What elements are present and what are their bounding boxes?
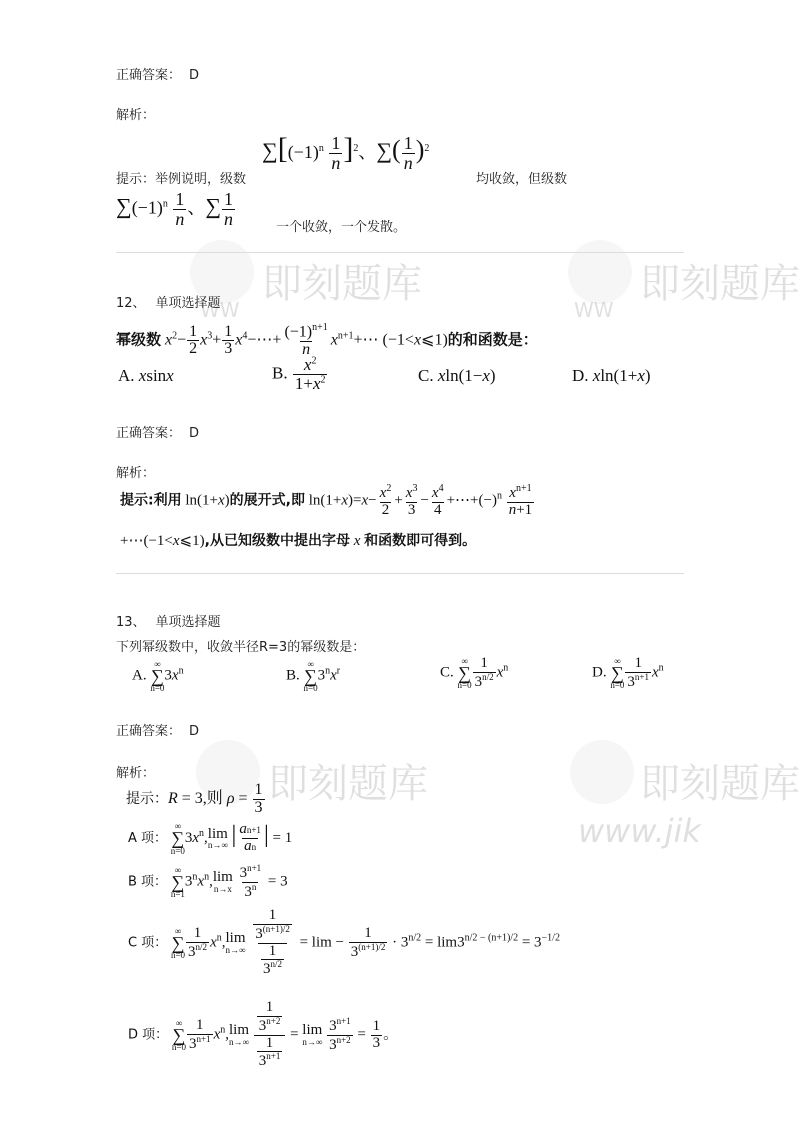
item-label: A 项： (128, 831, 168, 846)
watermark-url: www.jik (578, 812, 701, 850)
question-type: 单项选择题 (155, 615, 221, 630)
answer-label: 正确答案： (116, 426, 182, 441)
q11-hint-text-3: 一个收敛，一个发散。 (276, 220, 407, 235)
answer-label: 正确答案： (116, 68, 182, 83)
q13-option-d[interactable]: D. ∞ ∑ n=0 $\frac{1}{3^{n+1}}$ $x^n$ (592, 655, 664, 691)
q13-item-c: C 项： ∞ ∑ n=0 $\frac{1}{3^{n/2}}$ $x^n$, lim n→∞ $\frac{\frac{1}{3^{(n+1)/2}}}{\frac{1}{3^{n/2}}}$ = lim − $\frac{1}{3^{(n+1)/2}}$ · $3^{n/2} = \lim 3^{n/2 - (n+1)/2} = 3^{-1/2}$ (128, 907, 560, 978)
q12-analysis-label: 解析： (116, 466, 156, 481)
option-letter: B. (272, 363, 288, 383)
q13-stem: 下列幂级数中，收敛半径R=3的幂级数是： (116, 640, 366, 655)
q12-header (116, 292, 221, 311)
hint-text: 的展开式,即 (229, 492, 305, 509)
watermark-logo (570, 740, 640, 810)
stem-suffix: 的和函数是： (447, 330, 538, 349)
panda-icon (568, 240, 632, 304)
watermark-text: 即刻题库 (268, 761, 428, 806)
watermark-url: WW (574, 298, 614, 322)
q12-stem: 幂级数 $x^2-$ $\frac{1}{2}$ $x^3+$ $\frac{1}{3}$ $x^4-\cdots+$ $\frac{(-1)^{n+1}}{n}$ $x^{n+1}+\cdots$ (−1<x⩽1)的和函数是： (116, 322, 538, 359)
stem-prefix: 幂级数 (116, 330, 162, 349)
divider (116, 252, 684, 253)
hint-text: ,从已知级数中提出字母 (204, 533, 350, 549)
q13-option-c[interactable]: C. ∞ ∑ n=0 $\frac{1}{3^{n/2}}$ $x^n$ (440, 655, 509, 691)
q13-hint-r: 提示：R = 3,则 ρ = $\frac{1}{3}$ (126, 781, 263, 816)
q12-option-d[interactable]: D. xln(1+x) (572, 366, 651, 385)
q12-option-a[interactable]: A. xsinx (118, 366, 174, 385)
q11-answer-line (116, 64, 199, 83)
option-letter: C. (440, 664, 454, 681)
option-letter: D. (572, 366, 589, 385)
option-letter: A. (118, 366, 135, 385)
hint-prefix: 提示： (126, 790, 168, 807)
q13-item-d: D 项： ∞ ∑ n=0 $\frac{1}{3^{n+1}}$ $x^n$, lim n→∞ $\frac{\frac{1}{3^{n+2}}}{\frac{1}{3^{n+1}}}$ = lim n→∞ $\frac{3^{n+1}}{3^{n+2}}$ = $\frac{1}{3}$ 。 (128, 999, 399, 1070)
answer-label: 正确答案： (116, 724, 182, 739)
q11-hint-text-2: 均收敛，但级数 (476, 172, 568, 187)
watermark-text: 即刻题库 (640, 261, 800, 306)
question-type: 单项选择题 (155, 296, 221, 311)
option-letter: C. (418, 366, 434, 385)
watermark-url: WW (200, 298, 240, 322)
q13-item-a: A 项： ∞ ∑ n=0 $3x^n$, lim n→∞ | $\frac{an+1}{an}$ | = 1 (128, 821, 293, 856)
q11-formula-series: $\sum[(-1)^n$ $\frac{1}{n}$ ]$^2$、∑( $\frac{1}{n}$ )$^2$ (262, 132, 430, 174)
q11-analysis-label: 解析： (116, 108, 156, 123)
item-label: C 项： (128, 935, 168, 951)
answer-value: D (189, 68, 200, 83)
divider (116, 573, 684, 574)
q13-answer-line (116, 720, 199, 739)
hint-text: 和函数即可得到。 (364, 533, 477, 549)
q13-option-a[interactable]: A. ∞ ∑ n=0 $3x^n$ (132, 659, 184, 694)
q11-hint-text-1: 提示：举例说明，级数 (116, 172, 247, 187)
hint-text: 提示:利用 (120, 492, 182, 509)
question-number: 13、 (116, 615, 146, 630)
option-letter: B. (286, 667, 300, 684)
option-letter: D. (592, 664, 607, 681)
q12-answer-line (116, 422, 199, 441)
q12-hint-line-1: 提示:利用 ln(1+x)的展开式,即 ln(1+x)=x− $\frac{x^2}{2}$ + $\frac{x^3}{3}$ − $\frac{x^4}{4}$ $+\cdots+(-)^n$ $\frac{x^{n+1}}{n+1}$ (120, 483, 533, 518)
item-label: B 项： (128, 874, 168, 890)
answer-value: D (189, 724, 200, 739)
question-number: 12、 (116, 296, 146, 311)
q12-option-c[interactable]: C. xln(1−x) (418, 366, 496, 385)
answer-value: D (189, 426, 200, 441)
q12-option-b[interactable]: B. $\frac{x^2}{1+x^2}$ (272, 355, 326, 393)
q13-option-b[interactable]: B. ∞ ∑ n=0 $3^nx^r$ (286, 659, 341, 694)
item-label: D 项： (128, 1027, 169, 1043)
watermark-text: 即刻题库 (640, 761, 800, 806)
q13-item-b: B 项： ∞ ∑ n=1 $3^nx^n$, lim n→x $\frac{3^{n+1}}{3^n}$ = 3 (128, 863, 288, 900)
q13-analysis-label: 解析： (116, 766, 156, 781)
q13-header (116, 611, 221, 630)
watermark-text: 即刻题库 (262, 261, 422, 306)
q11-formula-series-2: $\sum(-1)^n$ $\frac{1}{n}$ 、∑ $\frac{1}{n}$ (116, 189, 234, 229)
q12-hint-line-2: +⋯(−1<x⩽1),从已知级数中提出字母 x 和函数即可得到。 (120, 533, 477, 549)
option-letter: A. (132, 667, 147, 684)
panda-icon (570, 740, 634, 804)
